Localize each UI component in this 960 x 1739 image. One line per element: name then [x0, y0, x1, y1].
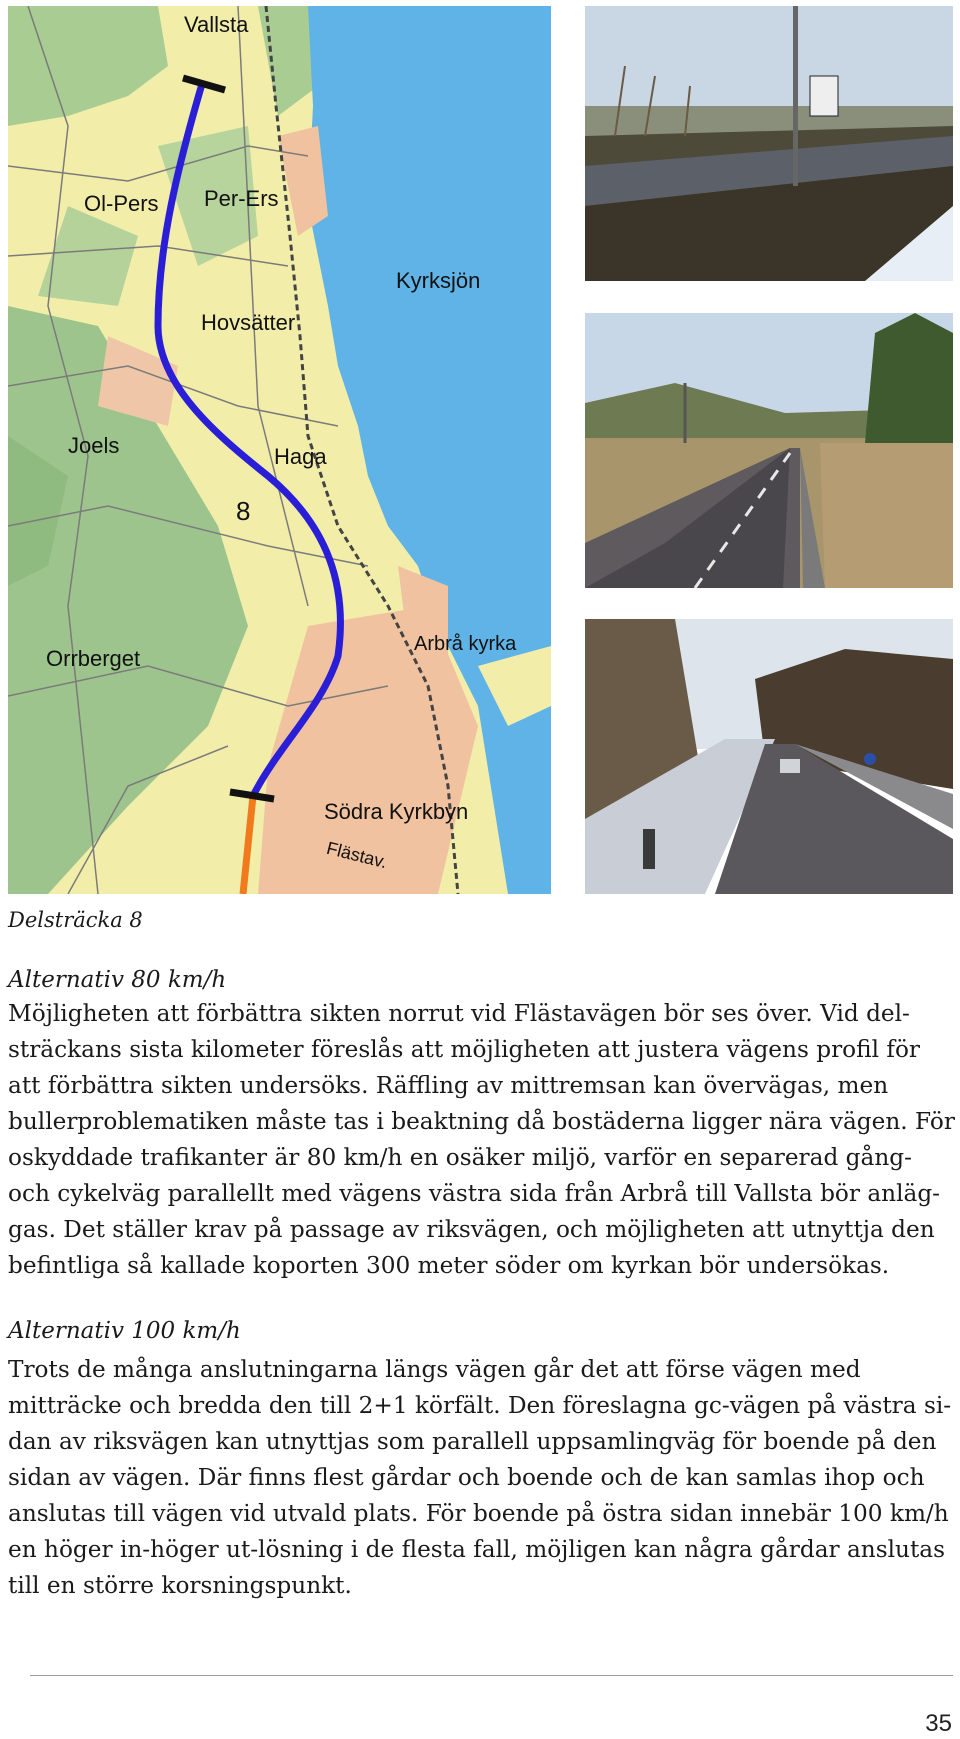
map-label-orrberget: Orrberget [46, 646, 141, 671]
text-line: oskyddade trafikanter är 80 km/h en osäker miljö, varför en separerad gång- [8, 1144, 912, 1171]
map-label-per-ers: Per-Ers [204, 186, 279, 211]
map-label-flastav: Flästav. [324, 837, 390, 873]
paragraph-alternative-100 [8, 1352, 953, 1604]
route-map [8, 6, 551, 894]
heading-alternative-100: Alternativ 100 km/h [8, 1318, 241, 1344]
text-line: befintliga så kallade koporten 300 meter söder om kyrkan bör undersökas. [8, 1252, 890, 1279]
map-label-vallsta: Vallsta [184, 12, 249, 37]
map-label-arbra-kyrka: Arbrå kyrka [414, 633, 517, 655]
map-caption: Delsträcka 8 [8, 908, 143, 932]
photo-road-straight [585, 313, 953, 588]
text-line: bullerproblematiken måste tas i beaktning då bostäderna ligger nära vägen. För [8, 1108, 955, 1135]
text-line: sträckans sista kilometer föreslås att möjligheten att justera vägens profil för [8, 1036, 921, 1063]
text-line: en höger in-höger ut-lösning i de flesta fall, möjligen kan några gårdar anslutas [8, 1536, 946, 1563]
text-line: gas. Det ställer krav på passage av riksvägen, och möjligheten att utnyttja den [8, 1216, 935, 1243]
map-label-joels: Joels [68, 433, 120, 458]
heading-alternative-80: Alternativ 80 km/h [8, 967, 227, 993]
map-label-kyrksjon: Kyrksjön [396, 268, 481, 293]
page-number: 35 [925, 1710, 952, 1737]
map-label-route-number: 8 [236, 496, 251, 526]
map-label-sodra-kyrkbyn: Södra Kyrkbyn [324, 799, 469, 824]
text-line: anslutas till vägen vid utvald plats. För boende på östra sidan innebär 100 km/h [8, 1500, 949, 1527]
map-label-hovsatter: Hovsätter [201, 310, 296, 335]
text-line: och cykelväg parallellt med vägens västra sida från Arbrå till Vallsta bör anläg- [8, 1180, 941, 1207]
text-line: sidan av vägen. Där finns flest gårdar och boende och de kan samlas ihop och [8, 1464, 925, 1491]
text-line: dan av riksvägen kan utnyttjas som parallell uppsamlingväg för boende på den [8, 1428, 937, 1455]
text-line: till en större korsningspunkt. [8, 1572, 352, 1599]
text-line: Trots de många anslutningarna längs vägen går det att förse vägen med [8, 1356, 861, 1383]
text-line: Möjligheten att förbättra sikten norrut vid Flästavägen bör ses över. Vid del- [8, 1000, 910, 1027]
footer-rule [30, 1675, 953, 1676]
map-label-ol-pers: Ol-Pers [84, 191, 159, 216]
map-label-haga: Haga [274, 444, 327, 469]
paragraph-alternative-80 [8, 996, 953, 1284]
text-line: att förbättra sikten undersöks. Räffling av mittremsan kan övervägas, men [8, 1072, 889, 1099]
text-line: mitträcke och bredda den till 2+1 körfält. Den föreslagna gc-vägen på västra si- [8, 1392, 952, 1419]
photo-junction [585, 6, 953, 281]
photo-road-forest [585, 619, 953, 894]
